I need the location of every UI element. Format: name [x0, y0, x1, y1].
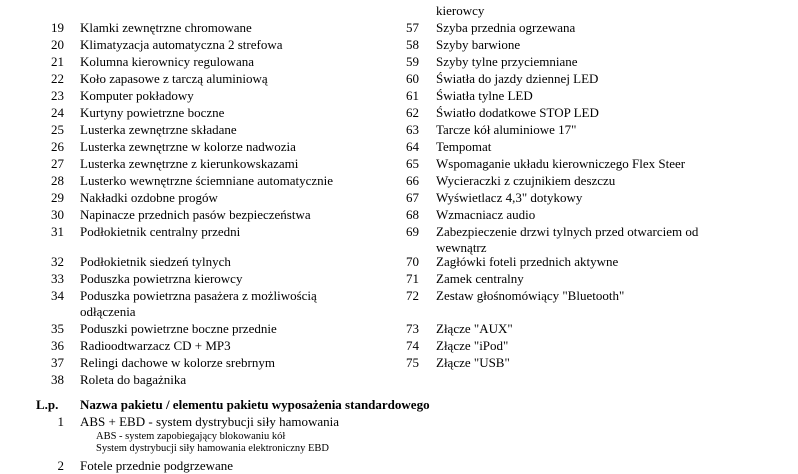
column-header-lp: L.p. [36, 397, 59, 412]
list-item-sub: ABS - system zapobiegający blokowaniu kół [96, 431, 286, 442]
list-item-sub: System dystrybucji siły hamowania elektroniczny EBD [96, 443, 329, 454]
column-header-name: Nazwa pakietu / elementu pakietu wyposażenia standardowego [80, 397, 430, 412]
carryover-text: kierowcy [436, 3, 485, 18]
